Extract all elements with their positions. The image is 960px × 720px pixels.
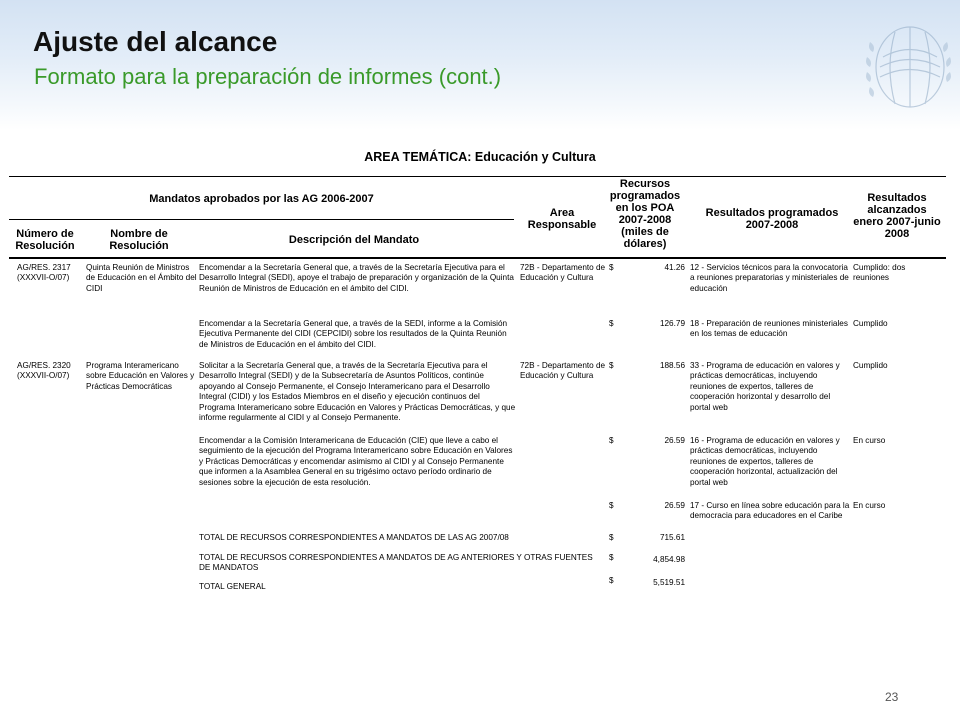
row4-resultado-prog: 16 - Programa de educación en valores y prácticas democráticas, incluyendo reuniones de expertos, talleres de cooperación horizontal, actualización del portal web	[690, 436, 840, 487]
table-title-text: AREA TEMÁTICA: Educación y Cultura	[364, 150, 596, 164]
oas-emblem-icon	[855, 12, 955, 122]
row5-recursos: 26.59	[664, 501, 685, 510]
row5-resultado-prog: 17 - Curso en línea sobre educación para la democracia para educadores en el Caribe	[690, 501, 850, 521]
table-top-rule	[9, 176, 946, 177]
row3-descripcion: Solicitar a la Secretaría General que, a través de la Secretaría Ejecutiva para el Desarrollo Integral (SEDI) y de la Subsecretaría de Asuntos Políticos, continúe apoyando al Consejo Permanente, el Consejo Interamericano para el Desarrollo Integral (CIDI) y los Estados Miembros en el diseño y ejecución continuos del Programa Interamericano sobre Educación en Valores y Prácticas Democráticas, y que informe regularmente al CIDI y al Consejo Permanente.	[199, 361, 516, 423]
header-descripcion: Descripción del Mandato	[288, 234, 420, 246]
row1-resultado-alc: Cumplido: dos reuniones	[853, 263, 906, 283]
row5-resultado-alc: En curso	[853, 501, 886, 510]
row2-recursos: 126.79	[659, 319, 685, 328]
row3-area: 72B - Departamento de Educación y Cultura	[520, 361, 606, 381]
total-general-label: TOTAL GENERAL	[199, 582, 266, 591]
row5-currency: $	[609, 501, 614, 510]
row1-currency: $	[609, 263, 614, 272]
row3-currency: $	[609, 361, 614, 370]
header-resultados-prog: Resultados programados 2007-2008	[705, 207, 839, 231]
header-mandatos-group: Mandatos aprobados por las AG 2006-2007	[149, 193, 374, 205]
total-ag-anteriores-value: 4,854.98	[653, 555, 685, 564]
row1-area: 72B - Departamento de Educación y Cultura	[520, 263, 606, 283]
row3-resultado-alc: Cumplido	[853, 361, 888, 370]
mandates-table	[9, 176, 946, 596]
header-resultados-alc: Resultados alcanzados enero 2007-junio 2008	[853, 192, 941, 240]
total-ag-2007-value: 715.61	[659, 533, 685, 542]
group-header-rule	[9, 219, 514, 220]
row2-resultado-prog: 18 - Preparación de reuniones ministeriales en los temas de educación	[690, 319, 848, 339]
row1-resultado-prog: 12 - Servicios técnicos para la convocatoria a reuniones preparatorias y ministeriales de educación	[690, 263, 849, 293]
row1-recursos: 41.26	[664, 263, 685, 272]
header-nombre: Nombre de Resolución	[109, 228, 169, 252]
row2-resultado-alc: Cumplido	[853, 319, 888, 328]
slide-title: Ajuste del alcance	[33, 26, 278, 57]
row1-nombre: Quinta Reunión de Ministros de Educación en el Ámbito del CIDI	[86, 263, 197, 293]
row1-descripcion: Encomendar a la Secretaría General que, a través de la Secretaría Ejecutiva para el Desarrollo Integral (SEDI), apoye el trabajo de preparación y organización de la Quinta Reunión de Ministros de Educación en el ámbito del CIDI.	[199, 263, 514, 293]
total-ag-anteriores-label: TOTAL DE RECURSOS CORRESPONDIENTES A MANDATOS DE AG ANTERIORES Y OTRAS FUENTES DE MANDATOS	[199, 553, 593, 573]
row3-resultado-prog: 33 - Programa de educación en valores y prácticas democráticas, incluyendo reuniones de expertos, talleres de cooperación horizontal y desarrollo del portal web	[690, 361, 840, 412]
page-number: 23	[885, 690, 899, 704]
total-general-value: 5,519.51	[653, 578, 685, 587]
row4-resultado-alc: En curso	[853, 436, 886, 445]
row4-currency: $	[609, 436, 614, 445]
row2-currency: $	[609, 319, 614, 328]
slide-subtitle: Formato para la preparación de informes (cont.)	[34, 64, 502, 89]
total-ag-2007-currency: $	[609, 533, 614, 542]
total-ag-anteriores-currency: $	[609, 553, 614, 562]
header-area: Area Responsable	[527, 207, 597, 231]
row3-numero: AG/RES. 2320 (XXXVII-O/07)	[17, 361, 71, 381]
header-numero: Número de Resolución	[15, 228, 75, 252]
header-bottom-rule	[9, 257, 946, 259]
row3-recursos: 188.56	[659, 361, 685, 370]
row1-numero: AG/RES. 2317 (XXXVII-O/07)	[17, 263, 71, 283]
total-general-currency: $	[609, 576, 614, 585]
total-ag-2007-label: TOTAL DE RECURSOS CORRESPONDIENTES A MANDATOS DE LAS AG 2007/08	[199, 533, 509, 542]
row2-descripcion: Encomendar a la Secretaría General que, a través de la SEDI, informe a la Comisión Ejecutiva Permanente del CIDI (CEPCIDI) sobre los resultados de la Quinta Reunión de Ministros de Educación en el ámbito del CIDI.	[199, 319, 508, 349]
row4-descripcion: Encomendar a la Comisión Interamericana de Educación (CIE) que lleve a cabo el seguimiento de la ejecución del Programa Interamericano sobre Educación en Valores y Prácticas Democráticas y encomendar asimismo al CIDI y al Consejo Permanente que informen a la Asamblea General en su trigésimo octavo período ordinario de sesiones sobre la ejecución de esta resolución.	[199, 436, 513, 487]
table-title	[0, 150, 960, 164]
row4-recursos: 26.59	[664, 436, 685, 445]
row3-nombre: Programa Interamericano sobre Educación en Valores y Prácticas Democráticas	[86, 361, 195, 391]
header-recursos: Recursos programados en los POA 2007-2008 (miles de dólares)	[609, 178, 681, 250]
